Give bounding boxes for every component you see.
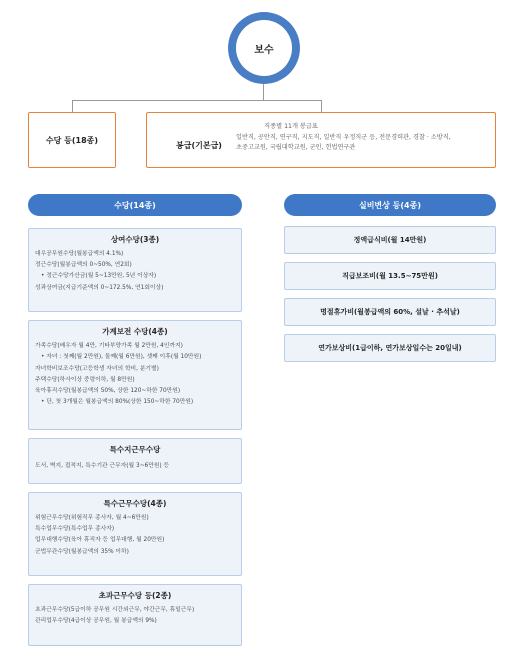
bonggeup-description [236,122,488,153]
card-line: 업무대행수당(육아 휴직자 등 업무대행, 월 20만원) [35,537,165,544]
root-node: 보수 [236,20,292,76]
card-line: 정근수당(월봉급액의 0~50%, 연2회) [35,262,132,269]
card-line: 초과근무수당(5급이하 공무원 시간외근무, 야간근무, 휴일근무) [35,607,195,613]
card-line: 관리업무수당(4급이상 공무원, 월 봉급액의 9%) [35,618,157,625]
meal-allowance-card: 정액급식비(월 14만원) [284,226,496,254]
card-line: • 정근수당가산금(월 5~13만원, 5년 이상자) [41,273,157,280]
holiday-bonus-card: 명절휴가비(월봉급액의 60%, 설날 · 추석날) [284,298,496,326]
bonggeup-label: 봉급(기본급) [176,141,222,150]
card-line: 주택수당(하사이상 중령이하, 월 8만원) [35,376,135,383]
card-line: 자녀학비보조수당(고등학생 자녀의 학비, 분기별) [35,365,159,372]
card-line: 성과상여금(지급기준액의 0~172.5%, 연1회이상) [35,284,164,291]
bonggeup-line2: 일반직, 공안직, 연구직, 지도직, 일반직 우정직군 등, 전문경력관, 경찰 · 소방직, [236,134,451,141]
card-title: 상여수당(3종) [110,235,160,244]
allowance-box [28,112,116,168]
card-line: 대우공무원수당(월봉급액의 4.1%) [35,251,124,257]
rank-subsidy-card: 직급보조비(월 13.5~75만원) [284,262,496,290]
card-line: 위험근무수당(위험직무 종사자, 월 4~6만원) [35,515,149,521]
allowance-header: 수당(14종) [28,194,242,216]
bonggeup-line1: 직종별 11개 봉급표 [264,123,318,130]
connector-left-down [72,100,73,112]
card-line: 군법무관수당(월봉급액의 35% 이하) [35,548,129,555]
card-line: 육아휴직수당(월봉급액의 50%, 상한 120~하한 70만원) [35,388,181,395]
annual-leave-compensation-card: 연가보상비(1급이하, 연가보상일수는 20일내) [284,334,496,362]
connector-right-down [321,100,322,112]
household-allowance-card [28,320,242,430]
allowance-label: 수당 등(18종) [45,135,99,145]
card-title: 초과근무수당 등(2종) [98,591,172,600]
bonus-allowance-card [28,228,242,312]
card-line: • 자녀 : 첫째(월 2만원), 둘째(월 6만원), 셋째 이후(월 10만원) [41,354,202,361]
reimbursement-header: 실비변상 등(4종) [284,194,496,216]
card-line: 특수업무수당(특수업무 종사자) [35,526,115,533]
bonggeup-line3: 초중고교원, 국립대학교원, 군인, 헌법연구관 [236,144,356,151]
connector-horizontal [72,100,322,101]
card-line: 도서, 벽지, 접적지, 특수기관 근무자(월 3~6만원) 등 [35,463,170,469]
card-title: 특수근무수당(4종) [103,499,167,508]
card-line: • 단, 첫 3개월은 월봉급액의 80%(상한 150~하한 70만원) [41,399,194,406]
card-title: 가계보전 수당(4종) [102,327,168,336]
card-title: 특수지근무수당 [109,445,161,454]
special-duty-allowance-card [28,492,242,576]
connector-root-down [263,84,264,100]
overtime-allowance-card [28,584,242,646]
remote-area-allowance-card [28,438,242,484]
card-line: 가족수당(배우자 월 4만, 기타부양가족 월 2만원, 4인까지) [35,343,183,349]
